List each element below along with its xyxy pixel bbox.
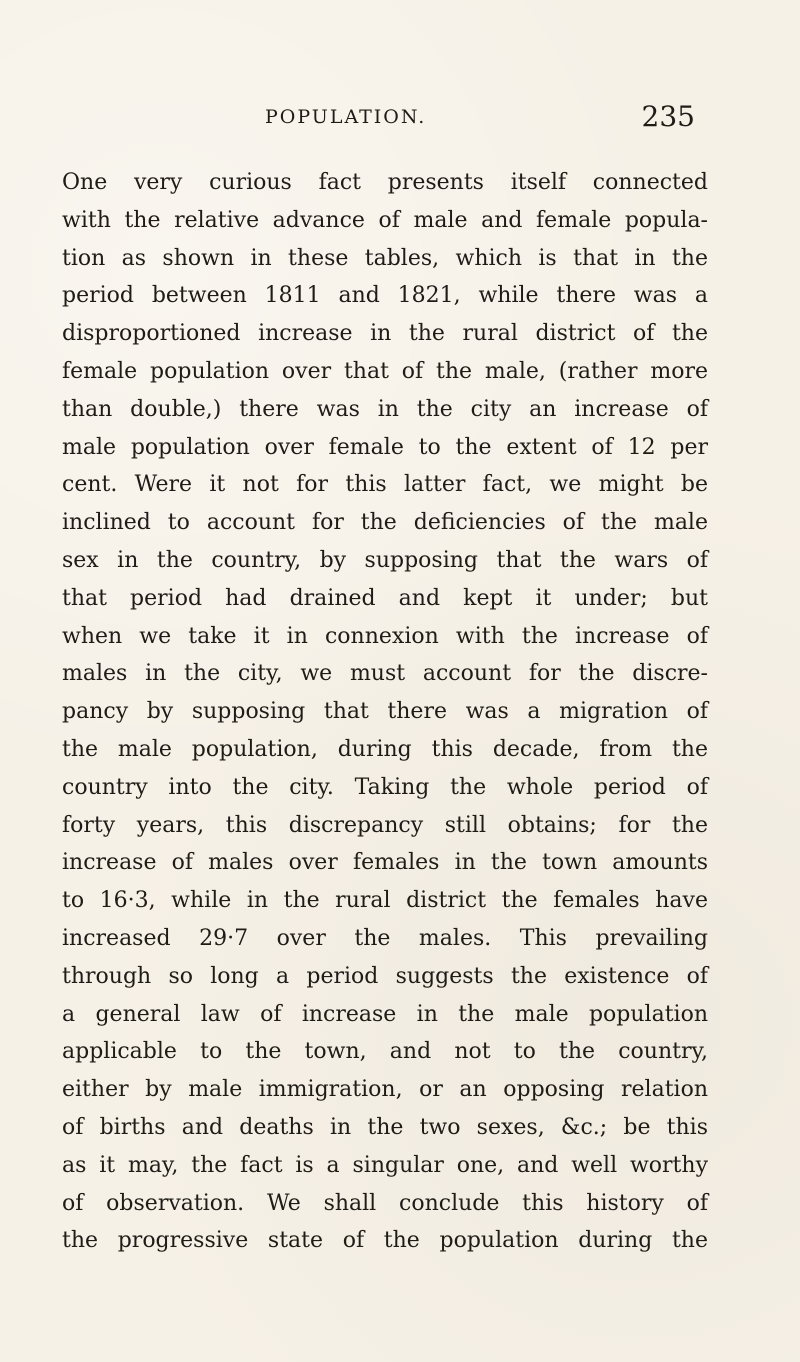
running-header: POPULATION. [265, 106, 427, 128]
text-line-6: female population over that of the male, (rather more [62, 358, 708, 384]
text-line-17: country into the city. Taking the whole period of [62, 774, 708, 800]
text-line-5: disproportioned increase in the rural district of the [62, 321, 708, 347]
text-line-20: to 16·3, while in the rural district the females have [62, 888, 708, 914]
text-line-3: tion as shown in these tables, which is that in the [62, 245, 708, 271]
text-line-7: than double,) there was in the city an increase of [62, 396, 708, 422]
text-line-18: forty years, this discrepancy still obtains; for the [62, 812, 708, 838]
text-line-11: sex in the country, by supposing that the wars of [62, 547, 708, 573]
text-line-8: male population over female to the extent of 12 per [62, 434, 708, 460]
text-line-25: either by male immigration, or an opposing relation [62, 1077, 708, 1103]
text-line-28: of observation. We shall conclude this history of [62, 1190, 708, 1216]
text-line-27: as it may, the fact is a singular one, and well worthy [62, 1152, 708, 1178]
text-line-22: through so long a period suggests the existence of [62, 963, 708, 989]
text-line-13: when we take it in connexion with the increase of [62, 623, 708, 649]
text-line-9: cent. Were it not for this latter fact, we might be [62, 472, 708, 498]
text-line-4: period between 1811 and 1821, while there was a [62, 283, 708, 309]
text-line-19: increase of males over females in the town amounts [62, 850, 708, 876]
text-line-14: males in the city, we must account for the discre- [62, 661, 708, 687]
text-line-15: pancy by supposing that there was a migration of [62, 699, 708, 725]
text-line-24: applicable to the town, and not to the country, [62, 1039, 708, 1065]
text-line-2: with the relative advance of male and female popula- [62, 207, 708, 233]
body-text [62, 164, 708, 1260]
text-line-23: a general law of increase in the male population [62, 1001, 708, 1027]
text-line-26: of births and deaths in the two sexes, &c.; be this [62, 1114, 708, 1140]
page-number: 235 [641, 100, 695, 133]
text-line-29: the progressive state of the population during the [62, 1228, 708, 1254]
text-line-10: inclined to account for the deficiencies of the male [62, 510, 708, 536]
text-line-16: the male population, during this decade, from the [62, 736, 708, 762]
text-line-1: One very curious fact presents itself connected [62, 170, 708, 195]
text-line-12: that period had drained and kept it under; but [62, 585, 708, 611]
text-line-21: increased 29·7 over the males. This prevailing [62, 925, 708, 951]
